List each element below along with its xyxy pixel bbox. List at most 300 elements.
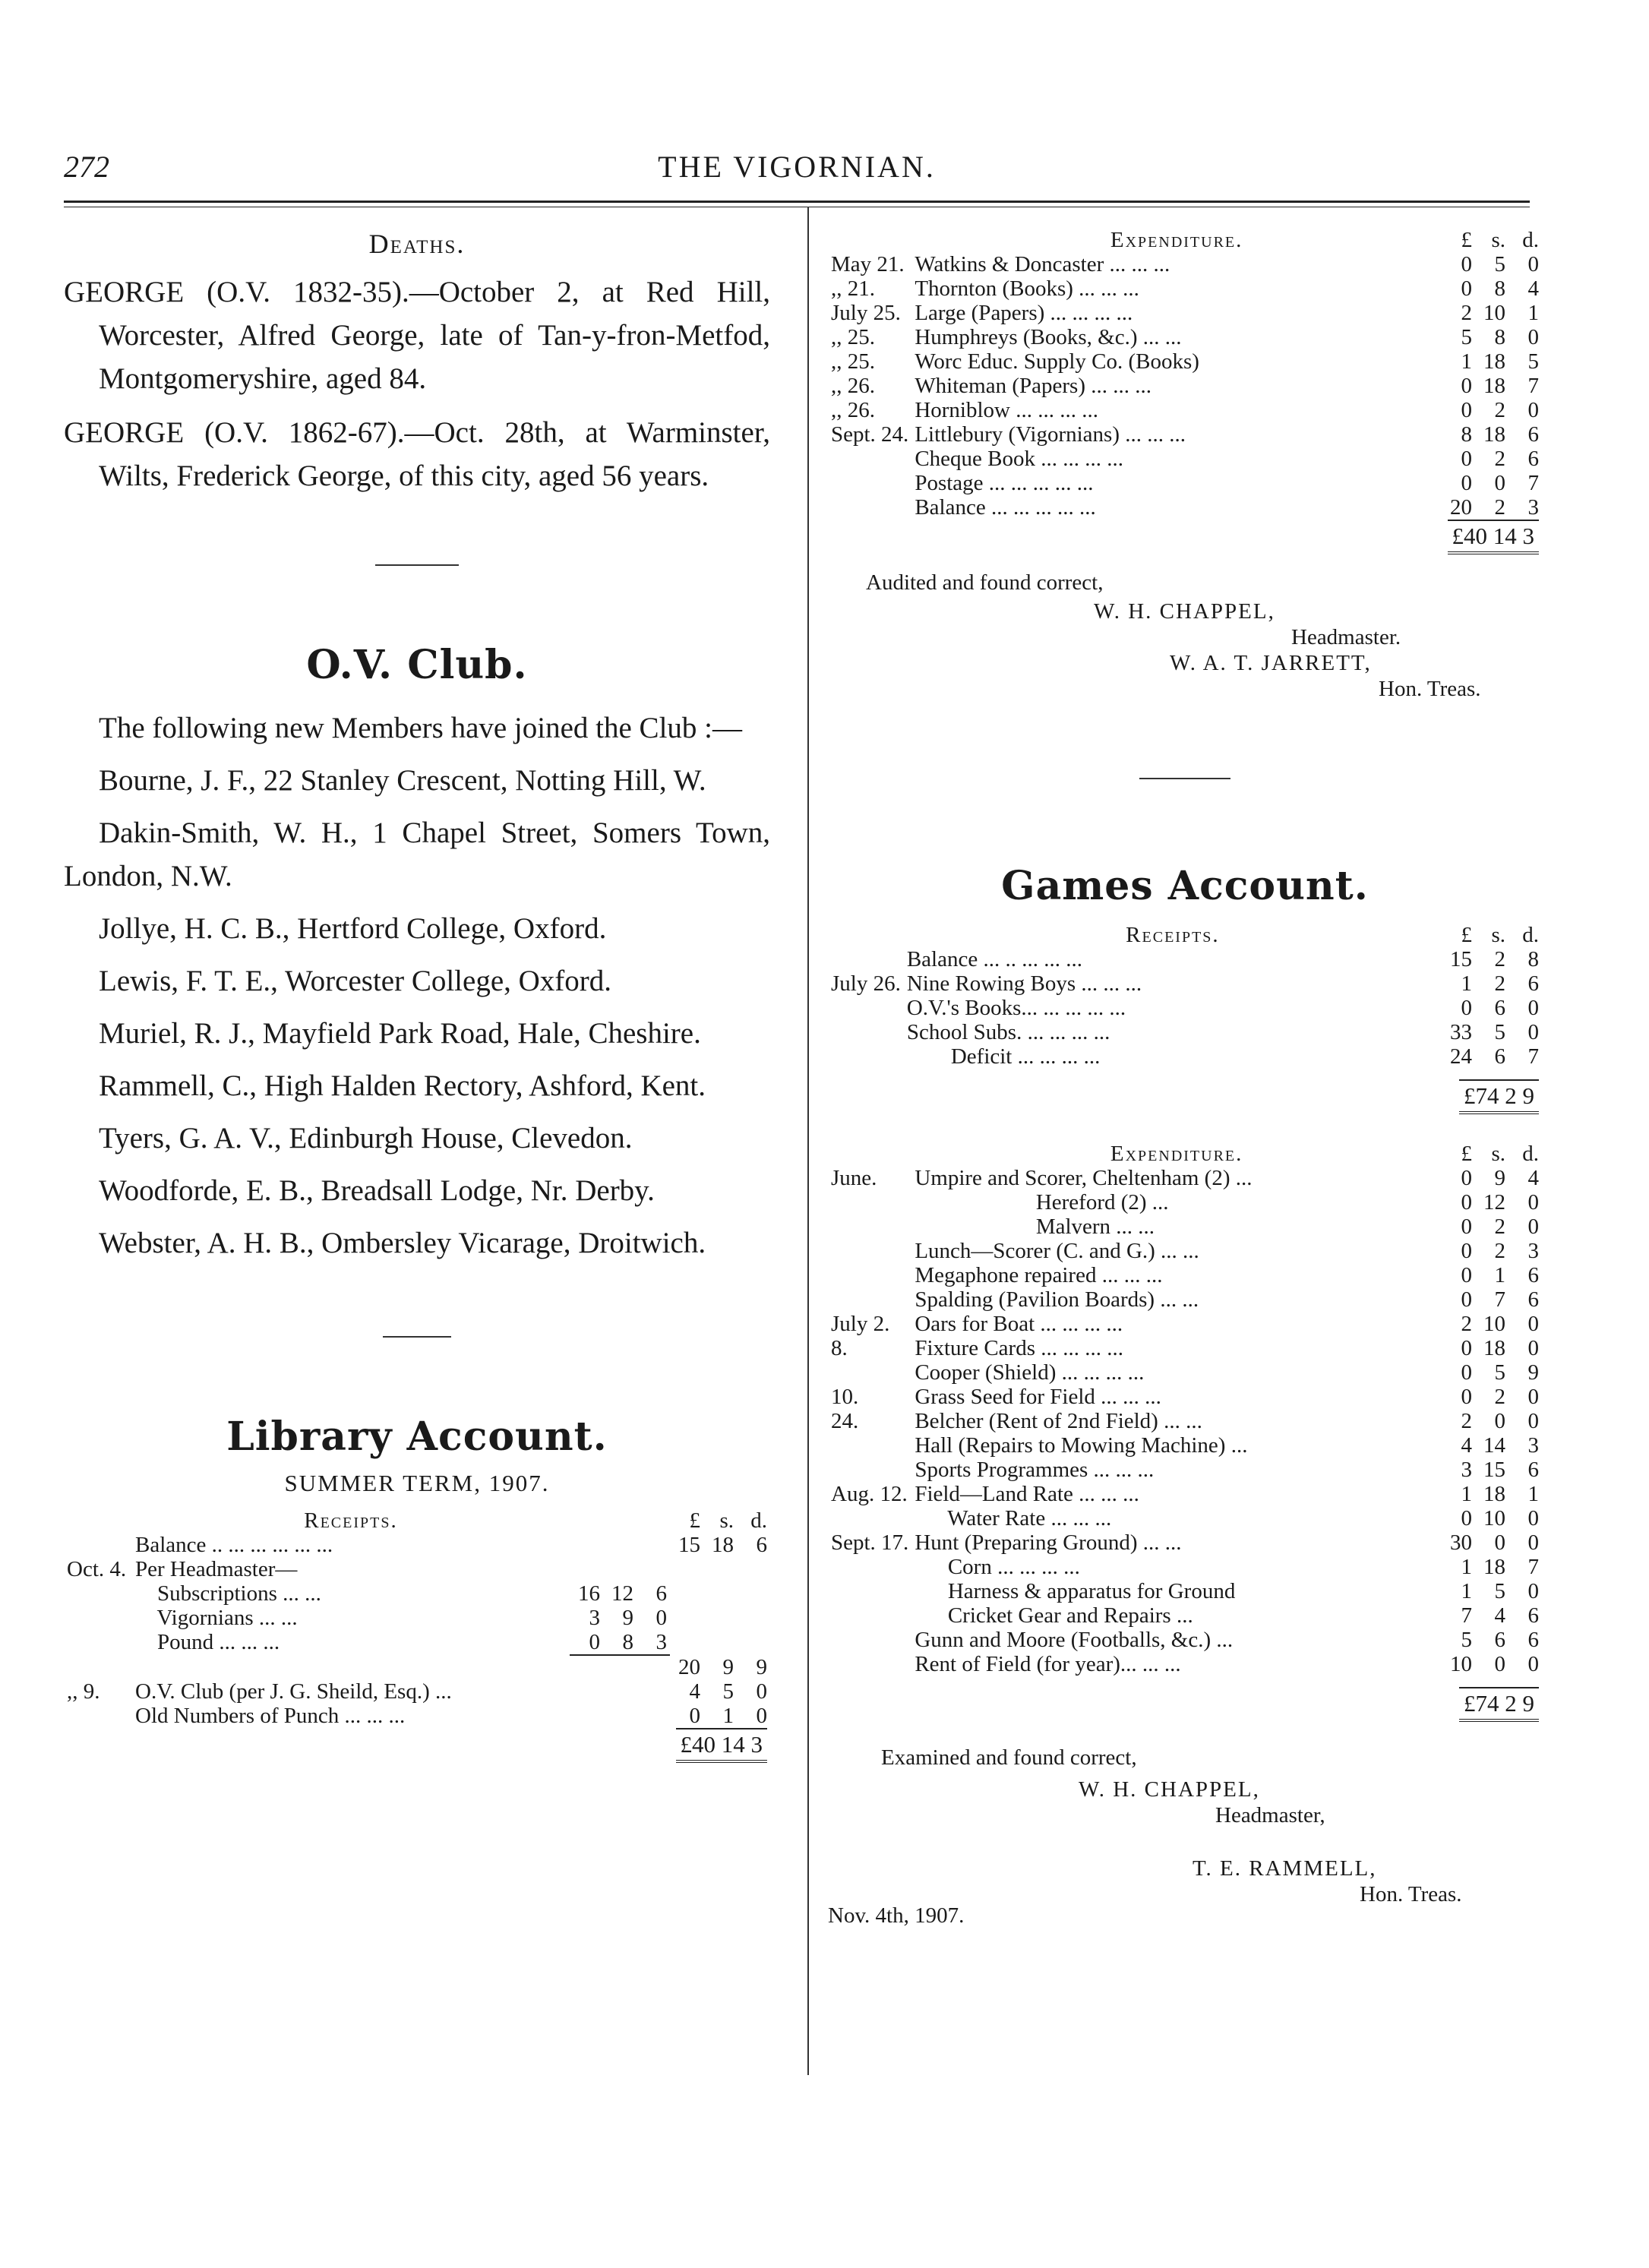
section-divider — [383, 1336, 451, 1338]
row-date — [64, 1655, 132, 1679]
amount: 0 — [1494, 1652, 1505, 1676]
row-label: Hunt (Preparing Ground) ... ... — [915, 1530, 1182, 1555]
amount: 18 — [1483, 349, 1505, 374]
table-row — [828, 301, 1542, 325]
amount: 5 — [1494, 252, 1505, 276]
amount: 9 — [1527, 1360, 1539, 1385]
amount: 18 — [1483, 374, 1505, 398]
row-date — [828, 1652, 911, 1676]
amount: 1 — [1461, 349, 1472, 374]
amount: 1 — [1461, 971, 1472, 996]
amount: 1 — [722, 1704, 734, 1728]
amount — [670, 1557, 703, 1581]
table-row — [828, 1385, 1542, 1409]
row-label: O.V.'s Books... ... ... ... ... — [906, 996, 1126, 1020]
library-signatory-2-title: Hon. Treas. — [1379, 677, 1481, 701]
amount: 18 — [1483, 1555, 1505, 1579]
table-row — [828, 252, 1542, 276]
amount: 2 — [1494, 971, 1505, 996]
amount: 18 — [1483, 422, 1505, 447]
amount: 33 — [1450, 1020, 1472, 1044]
amount: 8 — [1527, 947, 1539, 971]
amount: 1 — [1527, 1482, 1539, 1506]
col-pence: d. — [1522, 228, 1539, 252]
amount: 10 — [1483, 1506, 1505, 1530]
amount: 7 — [1461, 1603, 1472, 1628]
ov-club-heading: O.V. Club. — [306, 642, 528, 688]
sub-amount — [637, 1533, 670, 1557]
games-account-heading: Games Account. — [1001, 863, 1369, 909]
member-entry: Rammell, C., High Halden Rectory, Ashford, Kent. — [99, 1069, 706, 1102]
amount: 1 — [1494, 1263, 1505, 1287]
row-label — [132, 1655, 570, 1679]
row-label: Gunn and Moore (Footballs, &c.) ... — [915, 1628, 1234, 1652]
sub-amount — [570, 1557, 603, 1581]
amount: 0 — [1461, 374, 1472, 398]
amount: 6 — [1527, 1603, 1539, 1628]
row-date — [828, 1579, 911, 1603]
row-date — [828, 471, 911, 495]
table-row — [828, 971, 1542, 996]
amount: 0 — [1527, 1506, 1539, 1530]
amount: 1 — [1461, 1579, 1472, 1603]
row-label: Balance .. ... ... ... ... ... — [135, 1533, 333, 1557]
member-entry: Webster, A. H. B., Ombersley Vicarage, Droitwich. — [99, 1227, 706, 1259]
games-signatory-1: W. H. CHAPPEL, — [1079, 1777, 1260, 1802]
amount: 0 — [1494, 1530, 1505, 1555]
table-row — [828, 1482, 1542, 1506]
receipts-heading: Receipts. — [1126, 923, 1220, 947]
sub-amount: 3 — [655, 1630, 667, 1654]
amount: 0 — [1461, 1190, 1472, 1215]
amount: 20 — [1450, 495, 1472, 520]
table-row — [828, 1020, 1542, 1044]
amount: 8 — [1461, 422, 1472, 447]
row-date: Oct. 4. — [67, 1557, 127, 1581]
row-label: Cooper (Shield) ... ... ... ... — [915, 1360, 1145, 1385]
row-label: Balance ... ... ... ... ... — [915, 495, 1096, 520]
row-label: Megaphone repaired ... ... ... — [915, 1263, 1163, 1287]
col-pounds: £ — [1461, 923, 1472, 947]
table-row — [828, 1044, 1542, 1069]
table-row — [828, 1312, 1542, 1336]
member-entry: Tyers, G. A. V., Edinburgh House, Clevedon. — [99, 1122, 633, 1155]
amount: 14 — [1483, 1433, 1505, 1458]
table-row — [828, 1263, 1542, 1287]
library-expenditure-total: £40 14 3 — [1448, 520, 1540, 554]
ov-club-intro: The following new Members have joined the Club :— — [99, 712, 742, 744]
library-term: SUMMER TERM, 1907. — [284, 1470, 550, 1496]
amount: 0 — [756, 1704, 767, 1728]
amount: 6 — [1494, 996, 1505, 1020]
table-row — [828, 1409, 1542, 1433]
amount: 4 — [1527, 276, 1539, 301]
table-row — [828, 1579, 1542, 1603]
amount — [670, 1630, 703, 1655]
row-date — [828, 1287, 911, 1312]
amount: 2 — [1494, 947, 1505, 971]
row-label: Pound ... ... ... — [135, 1630, 280, 1654]
table-row — [828, 947, 1542, 971]
amount: 7 — [1494, 1287, 1505, 1312]
col-pounds: £ — [1461, 1142, 1472, 1166]
row-date — [828, 1360, 911, 1385]
row-label: Cricket Gear and Repairs ... — [915, 1603, 1193, 1628]
row-date: Aug. 12. — [831, 1482, 908, 1506]
amount: 0 — [1461, 398, 1472, 422]
amount: 0 — [1527, 1190, 1539, 1215]
row-date: May 21. — [831, 252, 905, 276]
table-row — [828, 447, 1542, 471]
amount: 2 — [1461, 1312, 1472, 1336]
games-signatory-2: T. E. RAMMELL, — [1193, 1856, 1377, 1881]
row-label: Water Rate ... ... ... — [915, 1506, 1112, 1530]
amount: 15 — [1483, 1458, 1505, 1482]
row-date: 10. — [831, 1385, 859, 1409]
amount: 0 — [1527, 1409, 1539, 1433]
col-pounds: £ — [689, 1508, 700, 1533]
sub-amount — [570, 1533, 603, 1557]
row-date: Sept. 17. — [831, 1530, 909, 1555]
table-row — [828, 325, 1542, 349]
row-date: ,, 25. — [831, 349, 875, 374]
amount: 8 — [1494, 325, 1505, 349]
column-divider — [807, 207, 809, 2075]
table-row — [828, 1190, 1542, 1215]
member-entry: Muriel, R. J., Mayfield Park Road, Hale, Cheshire. — [99, 1017, 701, 1050]
games-expenditure-total: £74 2 9 — [1459, 1687, 1539, 1722]
death-entry: GEORGE (O.V. 1862-67).—Oct. 28th, at Warminster, Wilts, Frederick George, of this city, aged 56 years. — [64, 416, 770, 492]
library-audit-note: Audited and found correct, — [866, 570, 1104, 595]
table-row — [64, 1704, 770, 1728]
row-date: 24. — [831, 1409, 859, 1433]
amount: 18 — [712, 1533, 734, 1557]
member-entry: Jollye, H. C. B., Hertford College, Oxford. — [99, 912, 607, 945]
row-label: Humphreys (Books, &c.) ... ... — [915, 325, 1182, 349]
row-label: Large (Papers) ... ... ... ... — [915, 301, 1133, 325]
row-label: Grass Seed for Field ... ... ... — [915, 1385, 1161, 1409]
sub-amount: 16 — [578, 1581, 600, 1606]
col-shillings: s. — [1491, 228, 1505, 252]
row-label: Old Numbers of Punch ... ... ... — [135, 1704, 406, 1728]
amount: 6 — [1527, 971, 1539, 996]
row-date — [828, 1555, 911, 1579]
sub-amount — [603, 1557, 637, 1581]
amount: 5 — [1494, 1360, 1505, 1385]
col-pence: d. — [1522, 1142, 1539, 1166]
amount: 15 — [1450, 947, 1472, 971]
amount: 9 — [722, 1655, 734, 1679]
section-divider — [375, 564, 459, 566]
row-label: Hereford (2) ... — [915, 1190, 1169, 1215]
sub-amount — [603, 1533, 637, 1557]
table-row — [828, 374, 1542, 398]
table-row — [828, 398, 1542, 422]
col-shillings: s. — [1491, 923, 1505, 947]
amount: 0 — [1527, 1020, 1539, 1044]
games-signatory-2-title: Hon. Treas. — [1360, 1882, 1462, 1906]
amount: 6 — [1527, 422, 1539, 447]
amount: 3 — [1527, 1433, 1539, 1458]
amount: 6 — [1527, 1263, 1539, 1287]
row-label: School Subs. ... ... ... ... — [906, 1020, 1110, 1044]
sub-amount — [603, 1679, 637, 1704]
sub-amount: 12 — [611, 1581, 633, 1606]
row-date: July 2. — [831, 1312, 890, 1336]
row-date — [828, 1020, 904, 1044]
amount: 10 — [1483, 301, 1505, 325]
table-row — [828, 1555, 1542, 1579]
amount — [737, 1630, 770, 1655]
amount: 5 — [1527, 349, 1539, 374]
row-date — [828, 1044, 904, 1069]
amount: 2 — [1494, 1239, 1505, 1263]
amount: 0 — [1461, 1336, 1472, 1360]
table-row — [828, 1458, 1542, 1482]
col-shillings: s. — [1491, 1142, 1505, 1166]
amount: 0 — [1461, 1506, 1472, 1530]
amount: 9 — [1494, 1166, 1505, 1190]
table-row — [828, 1287, 1542, 1312]
row-label: O.V. Club (per J. G. Sheild, Esq.) ... — [135, 1679, 452, 1704]
table-row — [828, 1433, 1542, 1458]
table-row — [828, 1628, 1542, 1652]
row-label: Spalding (Pavilion Boards) ... ... — [915, 1287, 1199, 1312]
amount: 0 — [1527, 1530, 1539, 1555]
row-label: Fixture Cards ... ... ... ... — [915, 1336, 1123, 1360]
sub-amount: 0 — [589, 1630, 600, 1654]
row-date: July 26. — [831, 971, 901, 996]
amount: 2 — [1494, 1215, 1505, 1239]
expenditure-heading: Expenditure. — [1110, 228, 1243, 252]
sub-amount: 9 — [622, 1606, 633, 1630]
receipts-heading: Receipts. — [304, 1508, 398, 1533]
row-label: Vigornians ... ... — [135, 1606, 298, 1630]
table-row — [828, 996, 1542, 1020]
row-date: June. — [831, 1166, 877, 1190]
row-date — [828, 1603, 911, 1628]
page-header — [64, 149, 1530, 191]
amount: 7 — [1527, 471, 1539, 495]
row-label: Harness & apparatus for Ground — [915, 1579, 1236, 1603]
amount: 0 — [1461, 252, 1472, 276]
amount: 2 — [1461, 301, 1472, 325]
row-date: July 25. — [831, 301, 901, 325]
amount: 4 — [1494, 1603, 1505, 1628]
amount: 6 — [1494, 1044, 1505, 1069]
sub-amount — [637, 1679, 670, 1704]
sub-amount — [603, 1704, 637, 1728]
amount: 0 — [1461, 1385, 1472, 1409]
row-date: ,, 25. — [831, 325, 875, 349]
sub-amount — [637, 1655, 670, 1679]
member-entry: Woodforde, E. B., Breadsall Lodge, Nr. Derby. — [99, 1174, 655, 1207]
deaths-heading: Deaths. — [368, 229, 466, 259]
amount: 12 — [1483, 1190, 1505, 1215]
amount: 0 — [1527, 1385, 1539, 1409]
sub-amount: 6 — [655, 1581, 667, 1606]
amount: 0 — [1494, 471, 1505, 495]
amount: 18 — [1483, 1336, 1505, 1360]
row-label: Field—Land Rate ... ... ... — [915, 1482, 1139, 1506]
amount — [703, 1630, 737, 1655]
row-label: Postage ... ... ... ... ... — [915, 471, 1094, 495]
table-row — [64, 1630, 770, 1655]
row-date — [64, 1704, 132, 1728]
amount: 4 — [1527, 1166, 1539, 1190]
row-label: Littlebury (Vigornians) ... ... ... — [915, 422, 1186, 447]
amount: 1 — [1461, 1555, 1472, 1579]
sub-amount — [637, 1557, 670, 1581]
header-rule — [64, 201, 1530, 203]
amount: 8 — [1494, 276, 1505, 301]
row-date: ,, 21. — [831, 276, 875, 301]
deaths-list — [64, 270, 770, 498]
amount: 4 — [689, 1679, 700, 1704]
games-examined-note: Examined and found correct, — [881, 1745, 1137, 1770]
amount: 30 — [1450, 1530, 1472, 1555]
row-label: Deficit ... ... ... ... — [906, 1044, 1101, 1069]
amount: 0 — [1527, 252, 1539, 276]
table-row — [828, 1506, 1542, 1530]
col-pence: d. — [750, 1508, 767, 1533]
games-signatory-1-title: Headmaster, — [1215, 1803, 1325, 1827]
amount: 0 — [1527, 1579, 1539, 1603]
sub-amount — [603, 1655, 637, 1679]
table-row — [828, 1215, 1542, 1239]
table-row — [64, 1581, 770, 1606]
amount: 7 — [1527, 374, 1539, 398]
table-row — [64, 1679, 770, 1704]
col-pounds: £ — [1461, 228, 1472, 252]
amount: 0 — [689, 1704, 700, 1728]
amount: 0 — [1461, 1263, 1472, 1287]
amount: 3 — [1527, 495, 1539, 520]
section-divider — [1139, 778, 1230, 779]
member-entry: Lewis, F. T. E., Worcester College, Oxford. — [99, 965, 612, 997]
row-date — [828, 495, 911, 520]
sub-amount — [570, 1679, 603, 1704]
amount: 0 — [1461, 447, 1472, 471]
table-row — [828, 276, 1542, 301]
member-entry: Bourne, J. F., 22 Stanley Crescent, Notting Hill, W. — [99, 764, 706, 797]
amount: 5 — [722, 1679, 734, 1704]
ov-club-members — [64, 759, 770, 1265]
row-date — [828, 996, 904, 1020]
amount: 0 — [1461, 276, 1472, 301]
amount: 10 — [1450, 1652, 1472, 1676]
row-label: Hall (Repairs to Mowing Machine) ... — [915, 1433, 1248, 1458]
amount: 6 — [1527, 1628, 1539, 1652]
row-date — [828, 1239, 911, 1263]
row-date: ,, 26. — [831, 398, 875, 422]
row-date — [828, 1215, 911, 1239]
table-row — [828, 495, 1542, 520]
row-label: Worc Educ. Supply Co. (Books) — [915, 349, 1199, 374]
expenditure-heading: Expenditure. — [1110, 1142, 1243, 1166]
sub-amount: 3 — [589, 1606, 600, 1630]
row-label: Per Headmaster— — [135, 1557, 298, 1581]
amount — [670, 1606, 703, 1630]
library-expenditure-table — [828, 228, 1542, 554]
amount: 0 — [1527, 1652, 1539, 1676]
amount: 2 — [1494, 447, 1505, 471]
row-date — [828, 1433, 911, 1458]
amount: 2 — [1494, 495, 1505, 520]
amount: 0 — [1527, 398, 1539, 422]
row-label: Umpire and Scorer, Cheltenham (2) ... — [915, 1166, 1253, 1190]
amount: 0 — [1527, 1215, 1539, 1239]
amount: 2 — [1461, 1409, 1472, 1433]
table-row — [828, 349, 1542, 374]
amount — [737, 1606, 770, 1630]
amount: 0 — [1461, 1166, 1472, 1190]
table-row — [64, 1533, 770, 1557]
table-row — [64, 1655, 770, 1679]
amount: 7 — [1527, 1044, 1539, 1069]
row-label: Sports Programmes ... ... ... — [915, 1458, 1155, 1482]
row-label: Rent of Field (for year)... ... ... — [915, 1652, 1181, 1676]
table-row — [828, 422, 1542, 447]
library-receipts-table — [64, 1508, 770, 1763]
amount: 0 — [1527, 325, 1539, 349]
amount: 0 — [1461, 471, 1472, 495]
amount — [703, 1606, 737, 1630]
row-date — [828, 447, 911, 471]
row-label: Balance ... .. ... ... ... — [906, 947, 1082, 971]
amount: 6 — [1527, 1458, 1539, 1482]
table-row — [828, 1360, 1542, 1385]
amount: 0 — [1527, 996, 1539, 1020]
row-date — [828, 1506, 911, 1530]
col-pence: d. — [1522, 923, 1539, 947]
table-row — [828, 471, 1542, 495]
row-date — [828, 1458, 911, 1482]
amount: 0 — [1461, 1287, 1472, 1312]
table-row — [828, 1603, 1542, 1628]
row-label: Nine Rowing Boys ... ... ... — [906, 971, 1142, 996]
table-row — [64, 1606, 770, 1630]
table-row — [828, 1336, 1542, 1360]
amount: 5 — [1494, 1020, 1505, 1044]
amount — [737, 1557, 770, 1581]
amount: 4 — [1461, 1433, 1472, 1458]
amount: 0 — [1461, 996, 1472, 1020]
games-receipts-total: £74 2 9 — [1459, 1079, 1539, 1114]
page-number: 272 — [64, 150, 109, 184]
amount: 5 — [1461, 325, 1472, 349]
row-date: ,, 26. — [831, 374, 875, 398]
amount: 10 — [1483, 1312, 1505, 1336]
row-label: Belcher (Rent of 2nd Field) ... ... — [915, 1409, 1202, 1433]
table-row — [828, 1166, 1542, 1190]
amount: 18 — [1483, 1482, 1505, 1506]
amount: 0 — [1461, 1215, 1472, 1239]
row-date — [64, 1606, 132, 1630]
table-row — [828, 1239, 1542, 1263]
amount: 2 — [1494, 398, 1505, 422]
library-signatory-1: W. H. CHAPPEL, — [1094, 599, 1275, 624]
games-expenditure-table — [828, 1142, 1542, 1722]
amount — [703, 1557, 737, 1581]
amount: 3 — [1527, 1239, 1539, 1263]
games-receipts-table — [828, 923, 1542, 1114]
table-row — [828, 1652, 1542, 1676]
amount: 0 — [1494, 1409, 1505, 1433]
table-row — [64, 1557, 770, 1581]
amount: 1 — [1527, 301, 1539, 325]
row-date: Sept. 24. — [831, 422, 909, 447]
